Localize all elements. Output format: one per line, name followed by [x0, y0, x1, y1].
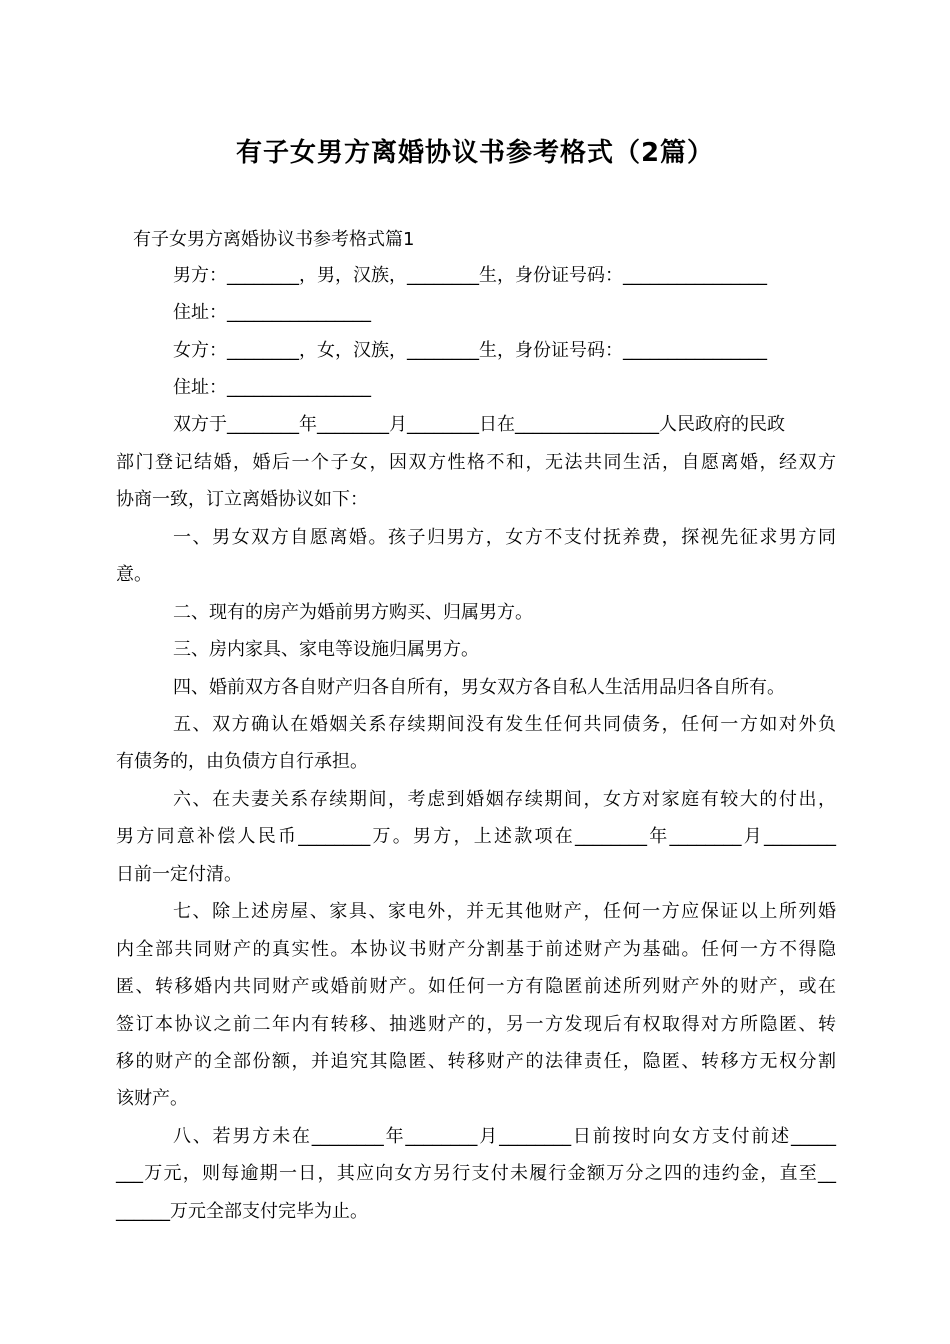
clause-6-line: 男方同意补偿人民币________万。男方，上述款项在________年________月________	[116, 826, 836, 847]
clause-8-line: ___万元，则每逾期一日，其应向女方另行支付未履行金额万分之四的违约金，直至__	[116, 1163, 836, 1184]
paragraph-line: 协商一致，订立离婚协议如下：	[116, 489, 368, 510]
paragraph-line: 部门登记结婚，婚后一个子女，因双方性格不和，无法共同生活，自愿离婚，经双方	[116, 452, 836, 473]
clause-2-line: 二、现有的房产为婚前男方购买、归属男方。	[173, 602, 533, 623]
clause-7-line: 内全部共同财产的真实性。本协议书财产分割基于前述财产为基础。任何一方不得隐	[116, 939, 836, 960]
clause-7-line: 签订本协议之前二年内有转移、抽逃财产的，另一方发现后有权取得对方所隐匿、转	[116, 1014, 836, 1035]
clause-7-line: 移的财产的全部份额，并追究其隐匿、转移财产的法律责任，隐匿、转移方无权分割	[116, 1051, 836, 1072]
male-address-line: 住址：________________	[173, 302, 371, 323]
clause-1-line: 一、男女双方自愿离婚。孩子归男方，女方不支付抚养费，探视先征求男方同	[173, 527, 836, 548]
document-title: 有子女男方离婚协议书参考格式（2篇）	[235, 138, 715, 168]
female-address-line: 住址：________________	[173, 377, 371, 398]
clause-5-line: 五、双方确认在婚姻关系存续期间没有发生任何共同债务，任何一方如对外负	[173, 714, 836, 735]
clause-6-line: 日前一定付清。	[116, 864, 242, 885]
clause-1-line: 意。	[116, 564, 152, 585]
clause-3-line: 三、房内家具、家电等设施归属男方。	[173, 639, 479, 660]
clause-4-line: 四、婚前双方各自财产归各自所有，男女双方各自私人生活用品归各自所有。	[173, 677, 785, 698]
clause-5-line: 有债务的，由负债方自行承担。	[116, 751, 368, 772]
paragraph-line: 双方于________年________月________日在________________人民政府的民政	[173, 414, 785, 435]
clause-7-line: 七、除上述房屋、家具、家电外，并无其他财产，任何一方应保证以上所列婚	[173, 901, 836, 922]
clause-8-line: ______万元全部支付完毕为止。	[116, 1201, 368, 1222]
clause-6-line: 六、在夫妻关系存续期间，考虑到婚姻存续期间，女方对家庭有较大的付出，	[173, 789, 836, 810]
clause-7-line: 该财产。	[116, 1088, 188, 1109]
clause-8-line: 八、若男方未在________年________月________日前按时向女方支付前述_____	[173, 1126, 836, 1147]
male-party-line: 男方：________，男，汉族，________生，身份证号码：________________	[173, 265, 767, 286]
section-heading: 有子女男方离婚协议书参考格式篇1	[133, 229, 415, 250]
clause-7-line: 匿、转移婚内共同财产或婚前财产。如任何一方有隐匿前述所列财产外的财产，或在	[116, 976, 836, 997]
female-party-line: 女方：________，女，汉族，________生，身份证号码：________________	[173, 340, 767, 361]
